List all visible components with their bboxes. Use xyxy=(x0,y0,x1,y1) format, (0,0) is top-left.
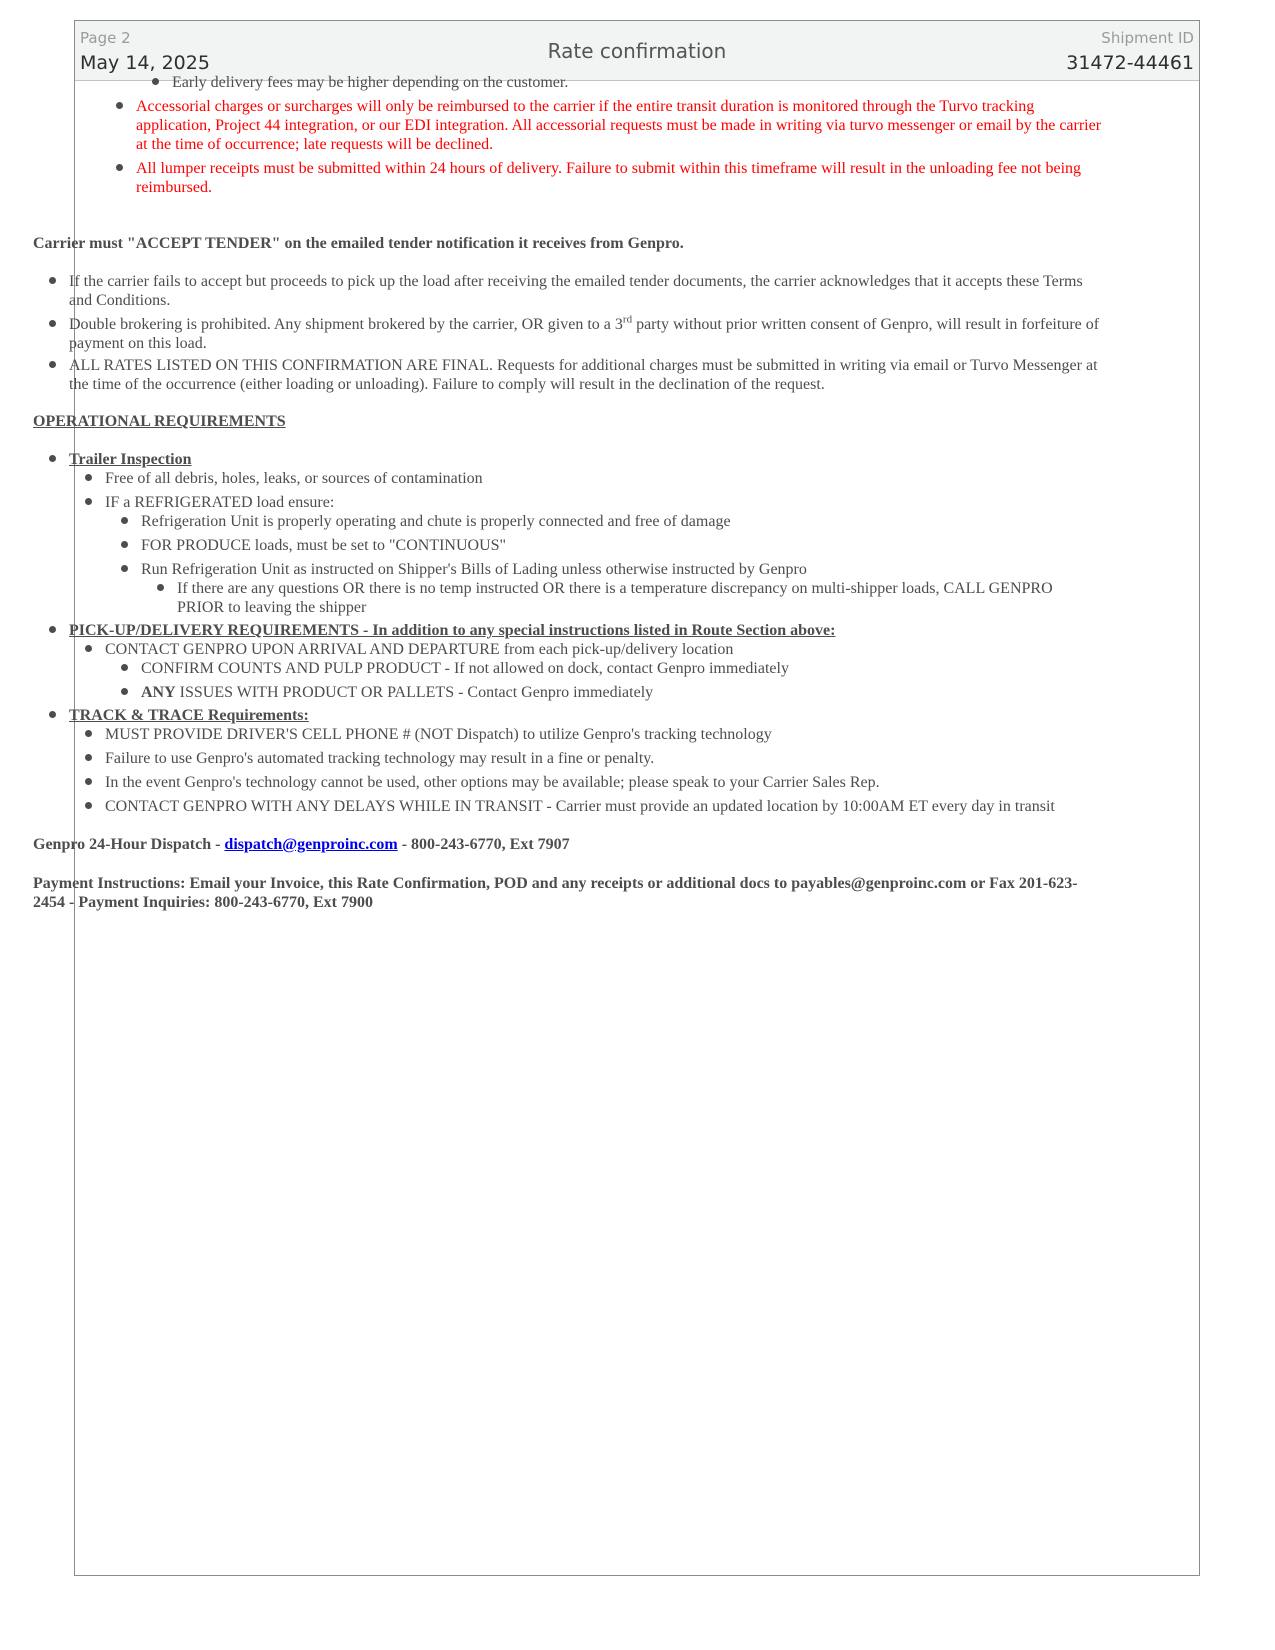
reefer-item-2: FOR PRODUCE loads, must be set to "CONTINUOUS" xyxy=(141,537,507,554)
accept-item-1: If the carrier fails to accept but proceeds to pick up the load after receiving the emailed tender documents, the carrier acknowledges that it accepts these Terms and Conditions. xyxy=(69,273,1083,309)
pickup-delivery-heading: PICK-UP/DELIVERY REQUIREMENTS - In addition to any special instructions listed in Route Section above: xyxy=(69,622,836,639)
operational-list xyxy=(69,450,1103,816)
list-item xyxy=(69,621,1103,702)
page-number-label: Page 2 xyxy=(80,29,131,47)
list-item xyxy=(69,356,1103,394)
operational-requirements-heading: OPERATIONAL REQUIREMENTS xyxy=(33,413,286,430)
accept-tender-heading: Carrier must "ACCEPT TENDER" on the emailed tender notification it receives from Genpro. xyxy=(33,235,684,252)
trailer-inspection-heading: Trailer Inspection xyxy=(69,451,192,468)
document-title: Rate confirmation xyxy=(547,39,727,63)
dispatch-email-link[interactable]: dispatch@genproinc.com xyxy=(224,836,398,853)
accept-item-3: ALL RATES LISTED ON THIS CONFIRMATION ARE FINAL. Requests for additional charges must be submitted in writing via email or Turvo Messenger at the time of the occurrence (either loading or unloading). Failure to comply will result in the declination of the request. xyxy=(69,357,1098,393)
trailer-item-2: IF a REFRIGERATED load ensure: xyxy=(105,494,335,511)
list-item xyxy=(136,159,1103,197)
track-trace-heading: TRACK & TRACE Requirements: xyxy=(69,707,309,724)
list-item xyxy=(105,797,1103,816)
shipment-id-value: 31472-44461 xyxy=(1066,52,1194,74)
list-item xyxy=(141,560,1103,617)
dispatch-line xyxy=(33,835,1103,854)
accessorial-text: Accessorial charges or surcharges will only be reimbursed to the carrier if the entire transit duration is monitored through the Turvo tracking application, Project 44 integration, or our EDI integration. All accessorial requests must be made in writing via turvo messenger or email by the carrier at the time of occurrence; late requests will be declined. xyxy=(136,98,1102,153)
list-item xyxy=(105,749,1103,768)
shipment-id-label: Shipment ID xyxy=(1101,29,1194,47)
list-item xyxy=(141,683,1103,702)
trailer-item-1: Free of all debris, holes, leaks, or sources of contamination xyxy=(105,470,483,487)
trailer-list xyxy=(105,469,1103,617)
list-item xyxy=(69,315,1103,353)
reefer-item-3: Run Refrigeration Unit as instructed on Shipper's Bills of Lading unless otherwise instructed by Genpro xyxy=(141,561,807,578)
reefer-item-1: Refrigeration Unit is properly operating and chute is properly connected and free of damage xyxy=(141,513,731,530)
lumper-text: All lumper receipts must be submitted within 24 hours of delivery. Failure to submit within this timeframe will result in the unloading fee not being reimbursed. xyxy=(136,160,1082,196)
track-item-2: Failure to use Genpro's automated tracking technology may result in a fine or penalty. xyxy=(105,750,655,767)
accept-item-2b: party without prior written consent of Genpro, will result in forfeiture of payment on this load. xyxy=(69,316,1100,352)
pickup-item-1: CONTACT GENPRO UPON ARRIVAL AND DEPARTURE from each pick-up/delivery location xyxy=(105,641,734,658)
list-item xyxy=(69,272,1103,310)
list-item xyxy=(105,640,1103,702)
list-item xyxy=(105,725,1103,744)
accessorial-list xyxy=(136,97,1103,197)
accept-item-2a: Double brokering is prohibited. Any shipment brokered by the carrier, OR given to a 3 xyxy=(69,316,623,333)
track-list xyxy=(105,725,1103,816)
early-delivery-list xyxy=(172,73,1103,92)
track-item-4: CONTACT GENPRO WITH ANY DELAYS WHILE IN TRANSIT - Carrier must provide an updated location by 10:00AM ET every day in transit xyxy=(105,798,1055,815)
pickup-sub-item-2: ISSUES WITH PRODUCT OR PALLETS - Contact Genpro immediately xyxy=(175,684,654,701)
accept-item-2-sup: rd xyxy=(622,313,633,326)
pickup-sub-item-2-bold: ANY xyxy=(141,684,176,701)
payment-instructions: Payment Instructions: Email your Invoice, this Rate Confirmation, POD and any receipts or additional docs to payables@genproinc.com or Fax 201-623-2454 - Payment Inquiries: 800-243-6770, Ext 7900 xyxy=(33,875,1078,911)
track-item-1: MUST PROVIDE DRIVER'S CELL PHONE # (NOT Dispatch) to utilize Genpro's tracking technology xyxy=(105,726,772,743)
list-item xyxy=(105,773,1103,792)
document-date: May 14, 2025 xyxy=(80,52,210,74)
list-item xyxy=(172,73,1103,92)
list-item xyxy=(141,536,1103,555)
pickup-sub-item-1: CONFIRM COUNTS AND PULP PRODUCT - If not allowed on dock, contact Genpro immediately xyxy=(141,660,789,677)
list-item xyxy=(105,469,1103,488)
list-item xyxy=(69,450,1103,617)
list-item xyxy=(141,512,1103,531)
list-item xyxy=(177,579,1103,617)
list-item xyxy=(141,659,1103,678)
list-item xyxy=(69,706,1103,816)
reefer-sub-item: If there are any questions OR there is no temp instructed OR there is a temperature discrepancy on multi-shipper loads, CALL GENPRO PRIOR to leaving the shipper xyxy=(177,580,1053,616)
accept-tender-list xyxy=(69,272,1103,394)
pickup-list xyxy=(105,640,1103,702)
track-item-3: In the event Genpro's technology cannot be used, other options may be available; please speak to your Carrier Sales Rep. xyxy=(105,774,880,791)
list-item xyxy=(105,493,1103,617)
reefer-list xyxy=(141,512,1103,617)
pickup-sub-list xyxy=(141,659,1103,702)
list-item xyxy=(136,97,1103,154)
dispatch-phone: - 800-243-6770, Ext 7907 xyxy=(397,836,570,853)
document-body xyxy=(33,71,1103,912)
reefer-sub-list xyxy=(177,579,1103,617)
early-delivery-text: Early delivery fees may be higher depending on the customer. xyxy=(172,74,569,91)
dispatch-label: Genpro 24-Hour Dispatch - xyxy=(33,836,225,853)
